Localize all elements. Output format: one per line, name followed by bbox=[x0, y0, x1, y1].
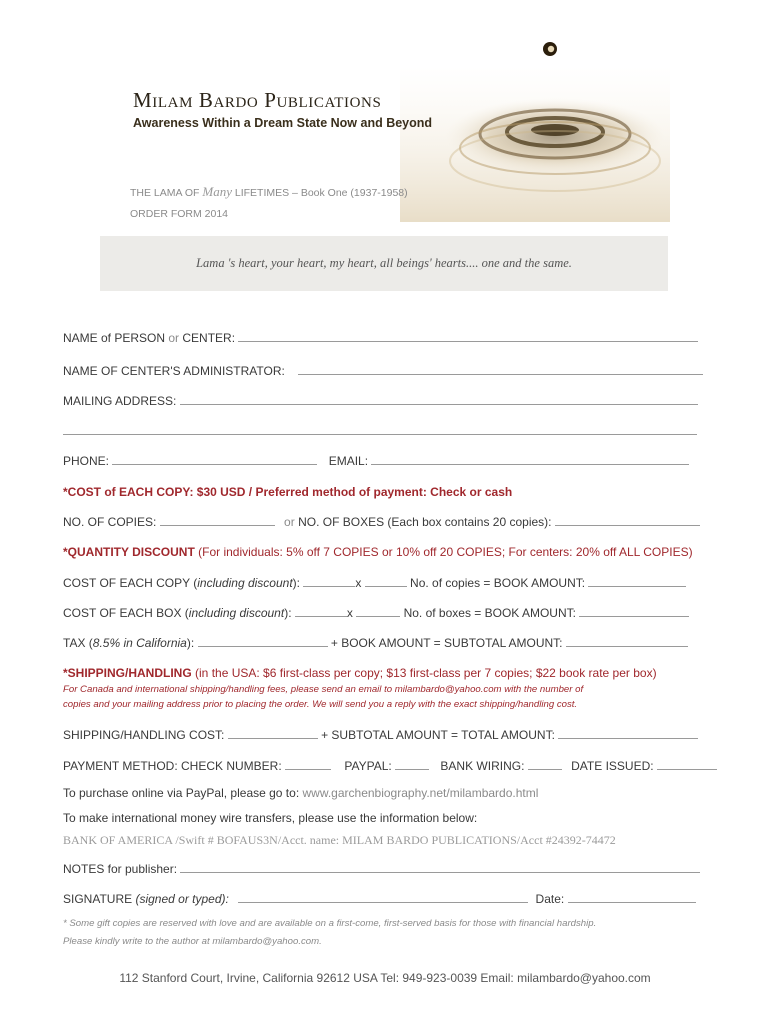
box-book-amount-field[interactable] bbox=[579, 606, 689, 617]
payment-row: PAYMENT METHOD: CHECK NUMBER: PAYPAL: BANK WIRING: DATE ISSUED: bbox=[63, 759, 717, 773]
shipping-note-2: copies and your mailing address prior to placing the order. We will send you a reply with the exact shipping/handling cost. bbox=[63, 699, 578, 710]
notes-row: NOTES for publisher: bbox=[63, 862, 700, 876]
cost-each-copy: *COST of EACH COPY: $30 USD / Preferred method of payment: Check or cash bbox=[63, 485, 513, 499]
shipping-cost-row: SHIPPING/HANDLING COST: + SUBTOTAL AMOUNT = TOTAL AMOUNT: bbox=[63, 728, 698, 742]
copy-count-field[interactable] bbox=[365, 576, 407, 587]
administrator-row: NAME OF CENTER'S ADMINISTRATOR: bbox=[63, 364, 703, 378]
copies-row: NO. OF COPIES: or NO. OF BOXES (Each box contains 20 copies): bbox=[63, 515, 700, 529]
paypal-online-row: To purchase online via PayPal, please go to: www.garchenbiography.net/milambardo.html bbox=[63, 786, 539, 800]
signature-row: SIGNATURE (signed or typed): Date: bbox=[63, 892, 696, 906]
box-amount-row: COST OF EACH BOX (including discount): x No. of boxes = BOOK AMOUNT: bbox=[63, 606, 689, 620]
gift-note-2: Please kindly write to the author at milambardo@yahoo.com. bbox=[63, 936, 322, 947]
copy-book-amount-field[interactable] bbox=[588, 576, 686, 587]
subtotal-field[interactable] bbox=[566, 636, 688, 647]
signature-date-field[interactable] bbox=[568, 892, 696, 903]
copy-cost-field[interactable] bbox=[303, 576, 355, 587]
tax-field[interactable] bbox=[198, 636, 328, 647]
copy-amount-row: COST OF EACH COPY (including discount): x No. of copies = BOOK AMOUNT: bbox=[63, 576, 686, 590]
email-field[interactable] bbox=[371, 454, 689, 465]
signature-field[interactable] bbox=[238, 892, 528, 903]
notes-field[interactable] bbox=[180, 862, 700, 873]
contact-row: PHONE: EMAIL: bbox=[63, 454, 689, 468]
name-person-field[interactable] bbox=[238, 331, 698, 342]
mailing-row-2 bbox=[63, 424, 697, 438]
book-title: THE LAMA OF Many LIFETIMES – Book One (1937-1958) bbox=[130, 184, 408, 199]
publisher-header bbox=[100, 36, 670, 222]
copies-field[interactable] bbox=[160, 515, 275, 526]
tax-row: TAX (8.5% in California): + BOOK AMOUNT = SUBTOTAL AMOUNT: bbox=[63, 636, 688, 650]
brand-tagline: Awareness Within a Dream State Now and Beyond bbox=[133, 116, 433, 130]
paypal-link[interactable]: www.garchenbiography.net/milambardo.html bbox=[302, 786, 539, 800]
wiring-field[interactable] bbox=[528, 759, 562, 770]
intl-wire-row: To make international money wire transfers, please use the information below: bbox=[63, 811, 478, 825]
shipping-cost-field[interactable] bbox=[228, 728, 318, 739]
shipping-handling: *SHIPPING/HANDLING (in the USA: $6 first-class per copy; $13 first-class per 7 copies; $22 book rate per box) bbox=[63, 666, 657, 680]
mailing-field[interactable] bbox=[180, 394, 698, 405]
footer-contact: 112 Stanford Court, Irvine, California 92612 USA Tel: 949-923-0039 Email: milambardo@yahoo.com bbox=[119, 971, 651, 985]
check-number-field[interactable] bbox=[285, 759, 331, 770]
total-amount-field[interactable] bbox=[558, 728, 698, 739]
quote-banner: Lama 's heart, your heart, my heart, all beings' hearts.... one and the same. bbox=[100, 236, 668, 291]
mailing-field-2[interactable] bbox=[63, 424, 697, 435]
administrator-field[interactable] bbox=[298, 364, 703, 375]
order-form-title: ORDER FORM 2014 bbox=[130, 208, 229, 220]
box-count-field[interactable] bbox=[356, 606, 400, 617]
shipping-note-1: For Canada and international shipping/handling fees, please send an email to milambardo@yahoo.com with the number of bbox=[63, 684, 584, 695]
name-person-row: NAME of PERSON or CENTER: bbox=[63, 331, 698, 345]
brand-name: Milam Bardo Publications bbox=[133, 88, 382, 112]
phone-field[interactable] bbox=[112, 454, 317, 465]
bank-details: BANK OF AMERICA /Swift # BOFAUS3N/Acct. name: MILAM BARDO PUBLICATIONS/Acct #24392-74472 bbox=[63, 833, 616, 847]
date-issued-field[interactable] bbox=[657, 759, 717, 770]
boxes-field[interactable] bbox=[555, 515, 700, 526]
box-cost-field[interactable] bbox=[295, 606, 347, 617]
paypal-field[interactable] bbox=[395, 759, 429, 770]
gift-note-1: * Some gift copies are reserved with love and are available on a first-come, first-served basis for those with financial hardship. bbox=[63, 918, 597, 929]
mailing-row: MAILING ADDRESS: bbox=[63, 394, 698, 408]
quantity-discount: *QUANTITY DISCOUNT (For individuals: 5% off 7 COPIES or 10% off 20 COPIES; For centers: 20% off ALL COPIES) bbox=[63, 545, 693, 559]
